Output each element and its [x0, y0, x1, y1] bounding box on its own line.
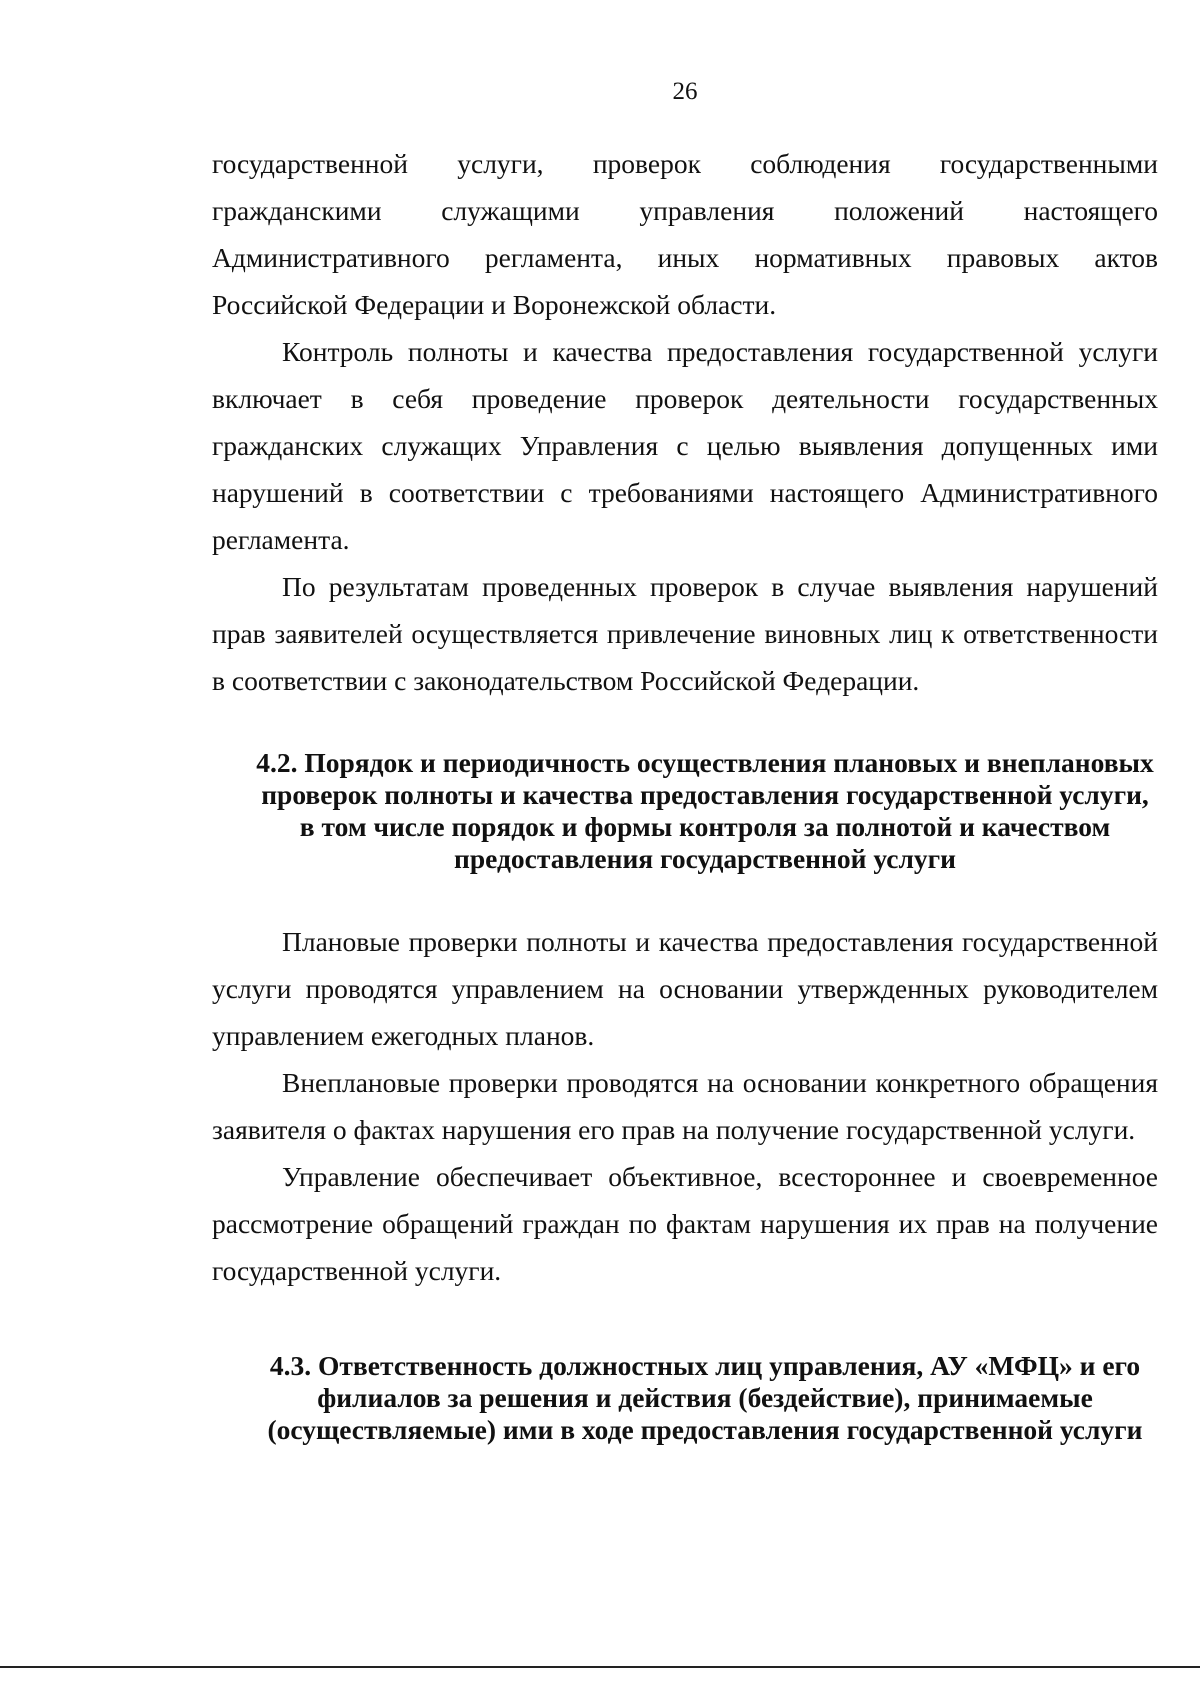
- page-number: 26: [672, 78, 698, 105]
- paragraph-unplanned-checks: Внеплановые проверки проводятся на основании конкретного обращения заявителя о фактах нарушения его прав на получение государственной услуги.: [212, 1067, 1158, 1145]
- document-body: [212, 140, 1158, 1446]
- paragraph-liability: По результатам проведенных проверок в случае выявления нарушений прав заявителей осуществляется привлечение виновных лиц к ответственности в соответствии с законодательством Российской Федерации.: [212, 571, 1158, 696]
- paragraph-review-appeals: Управление обеспечивает объективное, всестороннее и своевременное рассмотрение обращений граждан по фактам нарушения их прав на получение государственной услуги.: [212, 1161, 1158, 1286]
- paragraph-control-scope: Контроль полноты и качества предоставления государственной услуги включает в себя проведение проверок деятельности государственных гражданских служащих Управления с целью выявления допущенных ими нарушений в соответствии с требованиями настоящего Административного регламента.: [212, 336, 1158, 555]
- section-4-3-heading: 4.3. Ответственность должностных лиц управления, АУ «МФЦ» и его филиалов за решения и действия (бездействие), принимаемые (осуществляемые) ими в ходе предоставления государственной услуги: [267, 1350, 1143, 1445]
- section-4-2-heading: 4.2. Порядок и периодичность осуществления плановых и внеплановых проверок полноты и качества предоставления государственной услуги, в том числе порядок и формы контроля за полнотой и качеством предоставления государственной услуги: [256, 747, 1154, 874]
- paragraph-planned-checks: Плановые проверки полноты и качества предоставления государственной услуги проводятся управлением на основании утвержденных руководителем управлением ежегодных планов.: [212, 926, 1158, 1051]
- paragraph-continuation: государственной услуги, проверок соблюдения государственными гражданскими служащими управления положений настоящего Административного регламента, иных нормативных правовых актов Российской Федерации и Воронежской области.: [212, 148, 1158, 320]
- bottom-scan-edge-line: [0, 1666, 1200, 1668]
